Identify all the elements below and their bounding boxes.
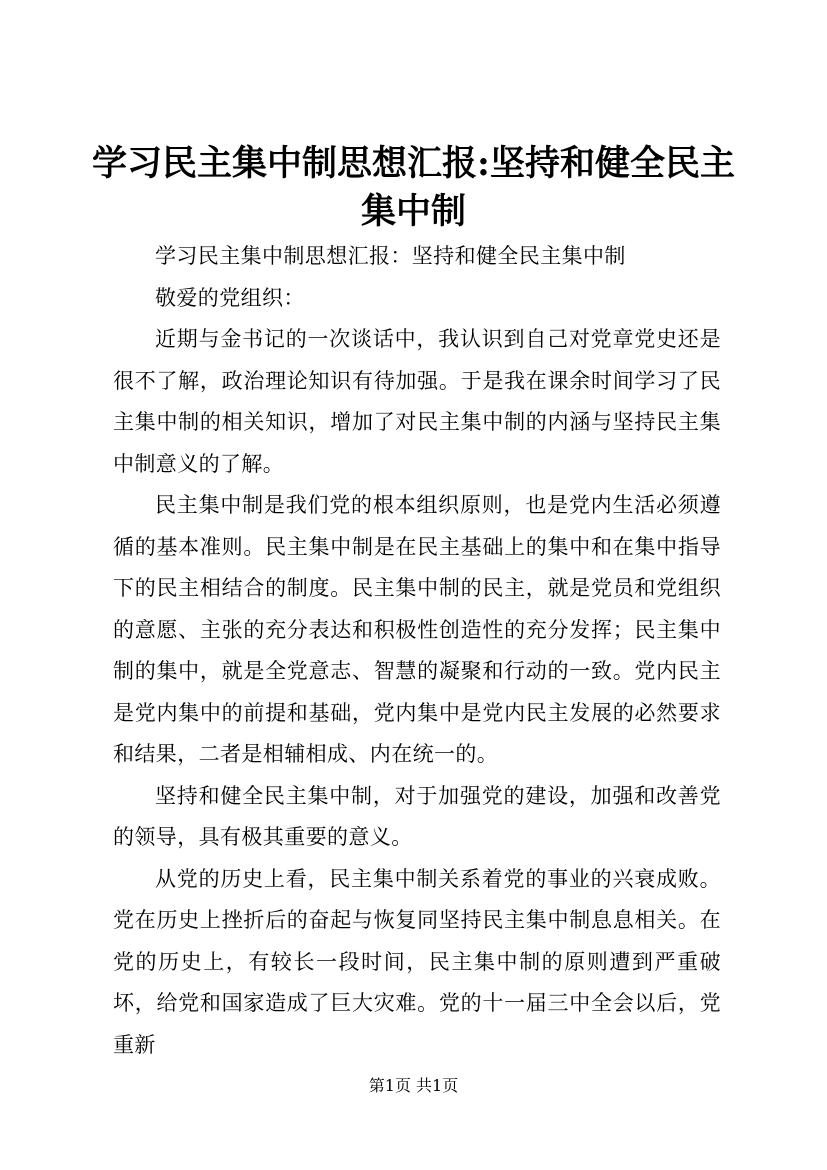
paragraph-salutation: 敬爱的党组织： [155,285,305,310]
paragraph: 坚持和健全民主集中制，对于加强党的建设，加强和改善党的领导，具有极其重要的意义。 [113,783,721,849]
paragraph: 民主集中制是我们党的根本组织原则，也是党内生活必须遵循的基本准则。民主集中制是在民主基础上的集中和在集中指导下的民主相结合的制度。民主集中制的民主，就是党员和党组织的意愿、主张的充分表达和积极性创造性的充分发挥；民主集中制的集中，就是全党意志、智慧的凝聚和行动的一致。党内民主是党内集中的前提和基础，党内集中是党内民主发展的必然要求和结果，二者是相辅相成、内在统一的。 [113,493,721,766]
page-footer: 第1页 共1页 [368,1076,459,1095]
paragraph: 从党的历史上看，民主集中制关系着党的事业的兴衰成败。党在历史上挫折后的奋起与恢复同坚持民主集中制息息相关。在党的历史上，有较长一段时间，民主集中制的原则遭到严重破坏，给党和国家造成了巨大灾难。党的十一届三中全会以后，党重新 [113,866,721,1057]
paragraph: 近期与金书记的一次谈话中，我认识到自己对党章党史还是很不了解，政治理论知识有待加强。于是我在课余时间学习了民主集中制的相关知识，增加了对民主集中制的内涵与坚持民主集中制意义的了解。 [113,327,721,476]
document-body [113,236,721,1066]
document-title: 学习民主集中制思想汇报:坚持和健全民主集中制 [92,143,735,232]
paragraph-subtitle: 学习民主集中制思想汇报：坚持和健全民主集中制 [155,244,626,268]
